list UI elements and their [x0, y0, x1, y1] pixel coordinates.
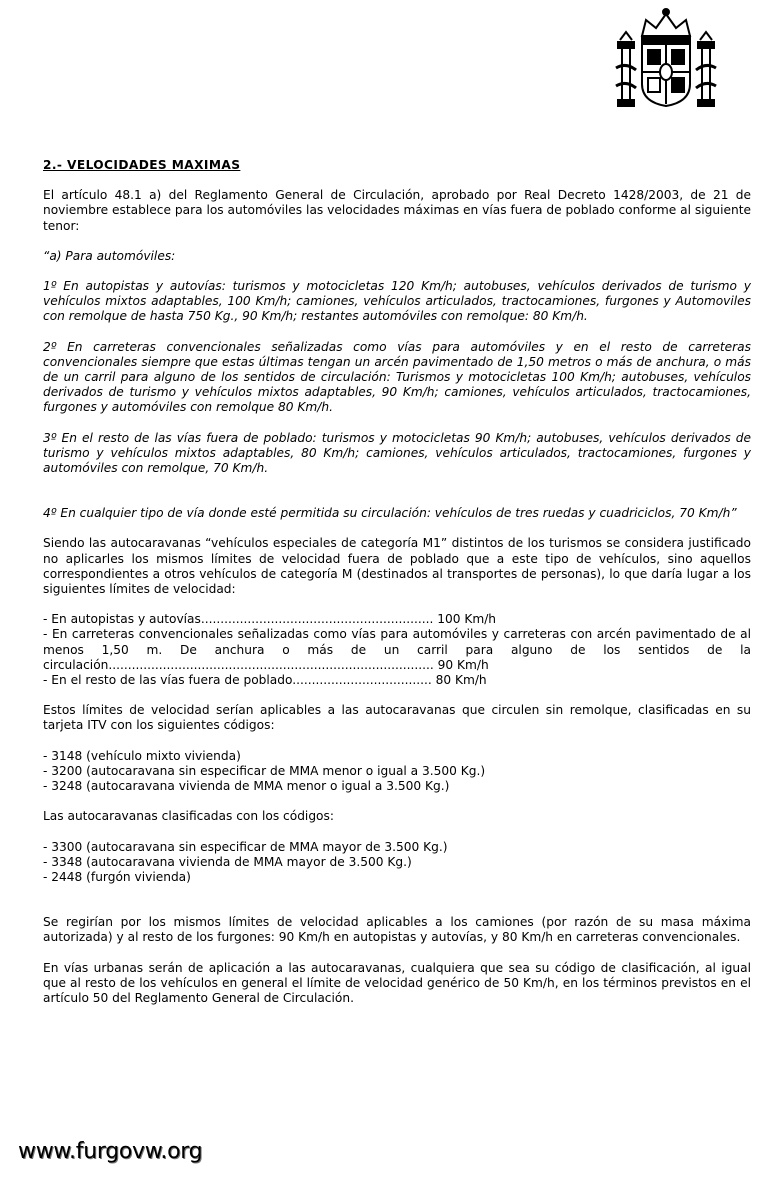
quote-heading: “a) Para automóviles: — [43, 248, 176, 263]
category-m1-paragraph: Siendo las autocaravanas “vehículos especiales de categoría M1” distintos de los turismos se considera justificado no aplicarles los mismos límites de velocidad fuera de poblado que a este tipo de vehículos, sino aquellos correspondientes a otros vehículos de categoría M (destinados al transportes de personas), lo que daría lugar a los siguientes límites de velocidad: — [43, 536, 751, 597]
itv-code-item: - 3200 (autocaravana sin especificar de MMA menor o igual a 3.500 Kg.) — [43, 763, 486, 778]
itv-code-item: - 2448 (furgón vivienda) — [43, 869, 191, 884]
spacer — [43, 900, 751, 915]
coat-of-arms-icon — [612, 6, 720, 114]
quote-item-3: 3º En el resto de las vías fuera de poblado: turismos y motocicletas 90 Km/h; autobuses, vehículos derivados de turismo y vehículos mixtos adaptables, 80 Km/h; camiones, vehículos articulados, tractocamiones, furgones y automóviles con remolque, 70 Km/h. — [43, 430, 751, 476]
itv-code-item: - 3300 (autocaravana sin especificar de MMA mayor de 3.500 Kg.) — [43, 839, 448, 854]
speed-limit-item: - En el resto de las vías fuera de poblado.................................... 80 Km/h — [43, 673, 487, 688]
itv-code-item: - 3248 (autocaravana vivienda de MMA menor o igual a 3.500 Kg.) — [43, 779, 450, 794]
itv-code-list-light — [43, 749, 751, 795]
codes-intro-paragraph: Las autocaravanas clasificadas con los códigos: — [43, 809, 334, 824]
document-body — [43, 158, 751, 1021]
quote-item-1: 1º En autopistas y autovías: turismos y motocicletas 120 Km/h; autobuses, vehículos derivados de turismo y vehículos mixtos adaptables, 100 Km/h; camiones, vehículos articulados, tractocamiones, furgones y Automoviles con remolque de hasta 750 Kg., 90 Km/h; restantes automóviles con remolque: 80 Km/h. — [43, 279, 751, 324]
intro-paragraph: El artículo 48.1 a) del Reglamento General de Circulación, aprobado por Real Decreto 1428/2003, de 21 de noviembre establece para los automóviles las velocidades máximas en vías fuera de poblado conforme al siguiente tenor: — [43, 188, 751, 233]
website-watermark: www.furgovw.org — [18, 1139, 203, 1164]
itv-paragraph: Estos límites de velocidad serían aplicables a las autocaravanas que circulen sin remolque, clasificadas en su tarjeta ITV con los siguientes códigos: — [43, 703, 751, 733]
speed-limit-list — [43, 612, 751, 688]
trucks-paragraph: Se regirían por los mismos límites de velocidad aplicables a los camiones (por razón de su masa máxima autorizada) y al resto de los furgones: 90 Km/h en autopistas y autovías, y 80 Km/h en carreteras convencionales. — [43, 915, 751, 945]
urban-paragraph: En vías urbanas serán de aplicación a las autocaravanas, cualquiera que sea su código de clasificación, al igual que al resto de los vehículos en general el límite de velocidad genérico de 50 Km/h, en los términos previstos en el artículo 50 del Reglamento General de Circulación. — [43, 960, 751, 1005]
quote-item-4: 4º En cualquier tipo de vía donde esté permitida su circulación: vehículos de tres ruedas y cuadriciclos, 70 Km/h” — [43, 506, 737, 521]
itv-code-item: - 3148 (vehículo mixto vivienda) — [43, 748, 241, 763]
speed-limit-item: - En autopistas y autovías............................................................ 100 Km/h — [43, 612, 497, 627]
spacer — [43, 491, 751, 506]
section-heading: 2.- VELOCIDADES MAXIMAS — [43, 158, 241, 172]
speed-limit-item: - En carreteras convencionales señalizadas como vías para automóviles y carreteras con arcén pavimentado de al menos 1,50 m. De anchura o más de un carril para alguno de los sentidos de la circulación.................................................................................... 90 Km/h — [43, 627, 751, 672]
quote-item-2: 2º En carreteras convencionales señalizadas como vías para automóviles y en el resto de carreteras convencionales siempre que estas últimas tengan un arcén pavimentado de 1,50 metros o más de anchura, o más de un carril para alguno de los sentidos de circulación: Turismos y motocicletas 100 Km/h; autobuses, vehículos derivados de turismo y vehículos mixtos adaptables, 90 Km/h; camiones, vehículos articulados, tractocamiones, furgones y automóviles con remolque 80 Km/h. — [43, 339, 751, 415]
itv-code-list-heavy — [43, 840, 751, 886]
itv-code-item: - 3348 (autocaravana vivienda de MMA mayor de 3.500 Kg.) — [43, 854, 412, 869]
